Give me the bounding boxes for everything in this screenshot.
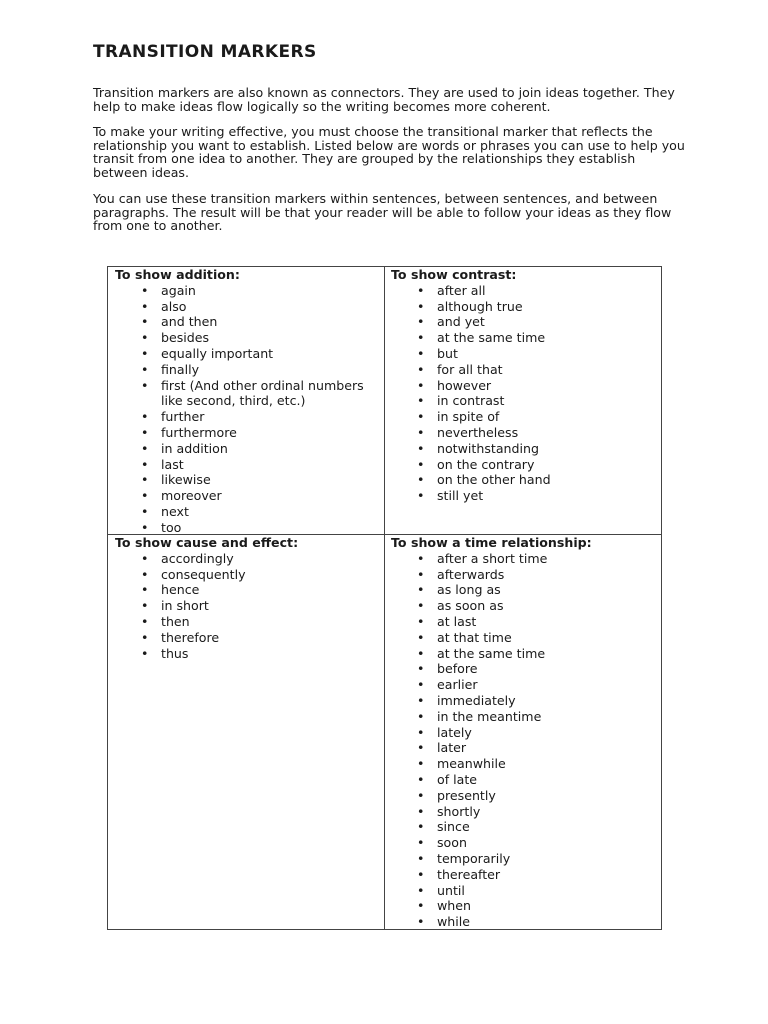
list-item: • likewise	[115, 472, 381, 488]
time-relationship-cell	[391, 535, 657, 930]
contrast-heading: To show contrast:	[391, 267, 517, 282]
list-item: • thus	[115, 646, 381, 662]
cause-effect-heading: To show cause and effect:	[115, 535, 299, 550]
list-item: • and yet	[391, 314, 657, 330]
list-item: • however	[391, 378, 657, 394]
list-item: • on the other hand	[391, 472, 657, 488]
list-item: • finally	[115, 362, 381, 378]
list-item: • accordingly	[115, 551, 381, 567]
list-item: • at last	[391, 614, 657, 630]
guidance-paragraph: To make your writing effective, you must choose the transitional marker that reflects the relationship you want to establish. Listed below are words or phrases you can use to help you transit from one idea to another. They are grouped by the relationships they establish between ideas.	[93, 124, 685, 180]
list-item: • hence	[115, 582, 381, 598]
list-item: • therefore	[115, 630, 381, 646]
list-item: • consequently	[115, 567, 381, 583]
time-relationship-list	[391, 551, 657, 930]
list-item: • of late	[391, 772, 657, 788]
list-item: • and then	[115, 314, 381, 330]
list-item: • after a short time	[391, 551, 657, 567]
list-item: • soon	[391, 835, 657, 851]
list-item: • at the same time	[391, 330, 657, 346]
list-item: • at the same time	[391, 646, 657, 662]
list-item: • presently	[391, 788, 657, 804]
list-item: • then	[115, 614, 381, 630]
contrast-list	[391, 283, 657, 504]
list-item: • thereafter	[391, 867, 657, 883]
list-item: • notwithstanding	[391, 441, 657, 457]
list-item: • earlier	[391, 677, 657, 693]
list-item: • further	[115, 409, 381, 425]
list-item: • equally important	[115, 346, 381, 362]
list-item: • after all	[391, 283, 657, 299]
list-item: • shortly	[391, 804, 657, 820]
table-column-divider	[384, 267, 385, 929]
list-item: • in spite of	[391, 409, 657, 425]
addition-list	[115, 283, 381, 536]
list-item: • but	[391, 346, 657, 362]
list-item: • again	[115, 283, 381, 299]
addition-heading: To show addition:	[115, 267, 240, 282]
list-item: • until	[391, 883, 657, 899]
usage-paragraph: You can use these transition markers within sentences, between sentences, and between paragraphs. The result will be that your reader will be able to follow your ideas as they flow from one to another.	[93, 191, 672, 233]
list-item: • immediately	[391, 693, 657, 709]
list-item: • moreover	[115, 488, 381, 504]
list-item: • in the meantime	[391, 709, 657, 725]
contrast-cell	[391, 267, 657, 504]
page-title: TRANSITION MARKERS	[93, 42, 317, 62]
list-item: • meanwhile	[391, 756, 657, 772]
list-item: • as long as	[391, 582, 657, 598]
list-item: • still yet	[391, 488, 657, 504]
list-item: • temporarily	[391, 851, 657, 867]
list-item: • in contrast	[391, 393, 657, 409]
list-item: • in short	[115, 598, 381, 614]
list-item: • before	[391, 661, 657, 677]
list-item: • as soon as	[391, 598, 657, 614]
list-item: • for all that	[391, 362, 657, 378]
list-item: • at that time	[391, 630, 657, 646]
list-item: • too	[115, 520, 381, 536]
list-item: • furthermore	[115, 425, 381, 441]
list-item: • last	[115, 457, 381, 473]
list-item: • lately	[391, 725, 657, 741]
list-item: • when	[391, 898, 657, 914]
list-item: • first (And other ordinal numbers like second, third, etc.)	[115, 378, 381, 410]
list-item: • also	[115, 299, 381, 315]
list-item: • nevertheless	[391, 425, 657, 441]
time-relationship-heading: To show a time relationship:	[391, 535, 592, 550]
cause-effect-cell	[115, 535, 381, 661]
list-item: • on the contrary	[391, 457, 657, 473]
list-item: • while	[391, 914, 657, 930]
cause-effect-list	[115, 551, 381, 662]
list-item: • besides	[115, 330, 381, 346]
transition-table	[107, 266, 662, 930]
list-item: • although true	[391, 299, 657, 315]
list-item: • later	[391, 740, 657, 756]
addition-cell	[115, 267, 381, 536]
list-item: • afterwards	[391, 567, 657, 583]
intro-paragraph: Transition markers are also known as connectors. They are used to join ideas together. They help to make ideas flow logically so the writing becomes more coherent.	[93, 85, 675, 114]
list-item: • next	[115, 504, 381, 520]
list-item: • in addition	[115, 441, 381, 457]
list-item: • since	[391, 819, 657, 835]
